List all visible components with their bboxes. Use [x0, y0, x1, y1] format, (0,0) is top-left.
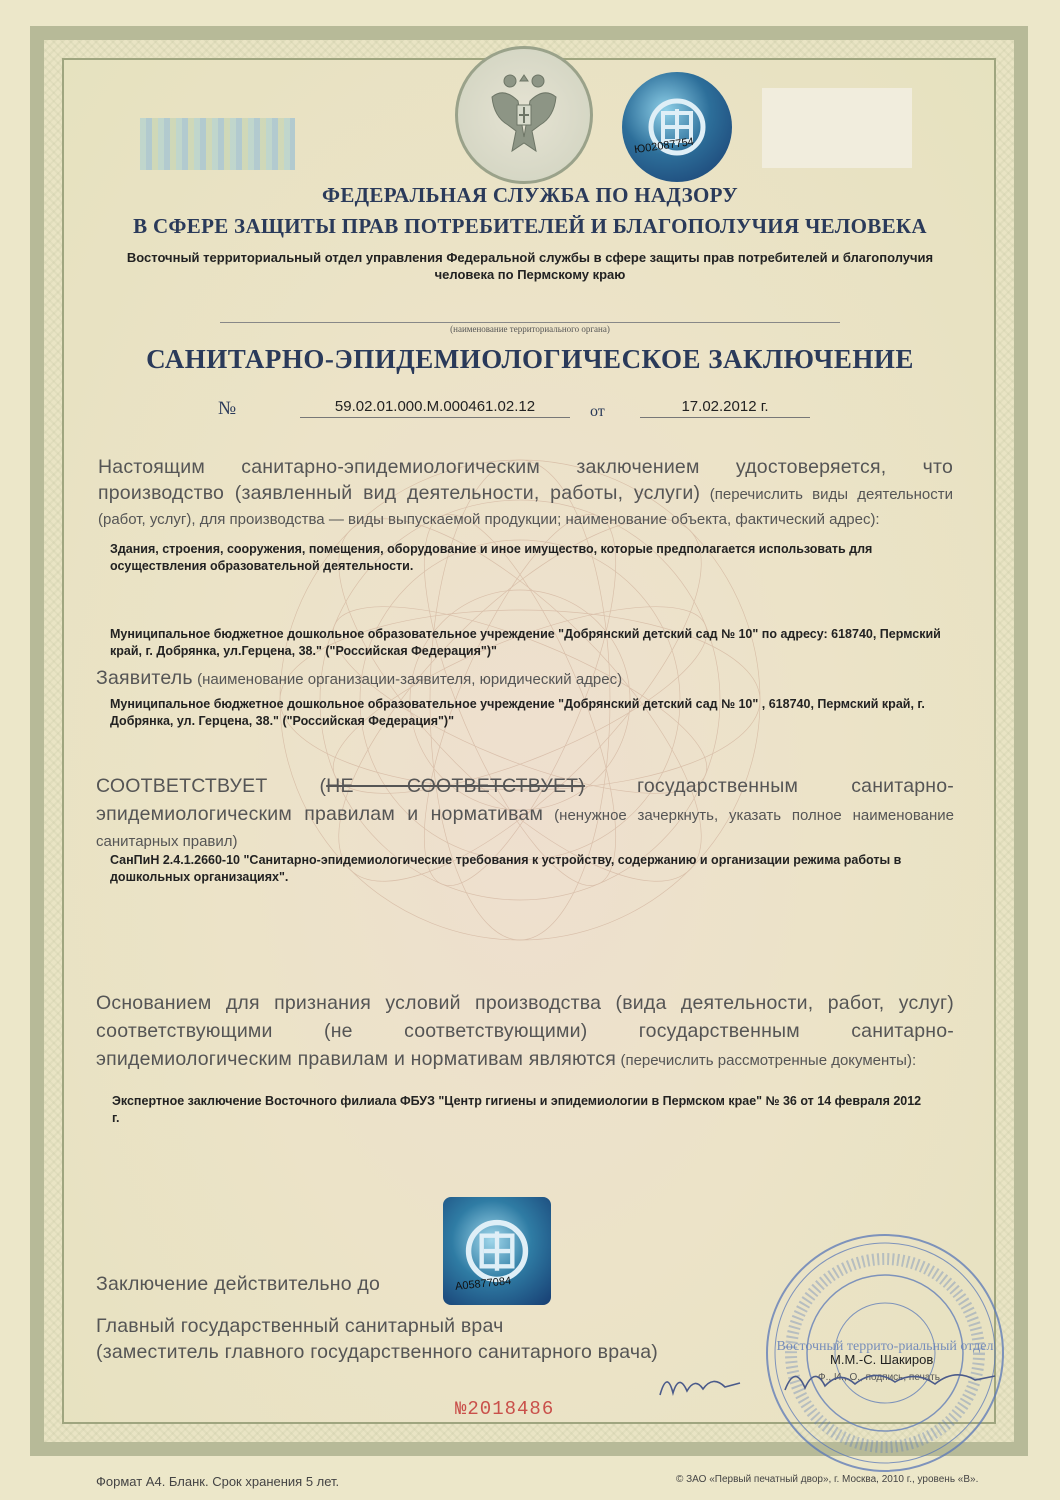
- signature-caption: Ф., И., О., подпись, печать: [818, 1372, 940, 1383]
- document-date: 17.02.2012 г.: [640, 398, 810, 418]
- open-paren: (: [319, 775, 327, 797]
- basis-hint: (перечислить рассмотренные документы):: [620, 1052, 917, 1069]
- service-title-line2: В СФЕРЕ ЗАЩИТЫ ПРАВ ПОТРЕБИТЕЛЕЙ И БЛАГОПОЛУЧИЯ ЧЕЛОВЕКА: [133, 214, 927, 238]
- applicant-label: Заявитель: [96, 667, 193, 689]
- compliance-paragraph: [96, 773, 954, 855]
- hologram-serial-bottom: А05877084: [454, 1275, 512, 1293]
- service-title-line1: ФЕДЕРАЛЬНАЯ СЛУЖБА ПО НАДЗОРУ: [322, 183, 738, 207]
- document-title: САНИТАРНО-ЭПИДЕМИОЛОГИЧЕСКОЕ ЗАКЛЮЧЕНИЕ: [146, 344, 914, 374]
- hologram-seal-top: [622, 72, 732, 182]
- chief-doctor-line2: (заместитель главного государственного санитарного врача): [96, 1341, 658, 1363]
- hologram-serial-top: Ю02087754: [633, 135, 695, 157]
- blank-patch: [762, 88, 912, 168]
- document-number: 59.02.01.000.М.000461.02.12: [300, 398, 570, 418]
- certify-hint: (перечислить виды деятельности (работ, услуг), для производства — виды выпускаемой продукции; наименование объекта, фактический адрес):: [98, 486, 953, 528]
- applicant-heading: [96, 667, 622, 690]
- territorial-department: [100, 249, 960, 283]
- date-from-label: от: [590, 403, 605, 420]
- compliance-hint: (ненужное зачеркнуть, указать полное наименование санитарных правил): [96, 807, 954, 850]
- activity-fill: Здания, строения, сооружения, помещения, оборудование и иное имущество, которые предполагается использовать для осуществления образовательной деятельности.: [110, 542, 873, 573]
- certify-paragraph: [98, 455, 953, 532]
- number-sign: №: [218, 398, 237, 419]
- chief-doctor-line1: Главный государственный санитарный врач: [96, 1315, 504, 1337]
- double-headed-eagle-icon: [484, 67, 564, 163]
- validity-label: Заключение действительно до: [96, 1273, 381, 1295]
- basis-lead: Основанием для признания условий производства (вида деятельности, работ, услуг) соответствующими (не соответствующими) государственным санитарно-эпидемиологическим правилам и нормативам являются: [96, 992, 954, 1070]
- applicant-fill: Муниципальное бюджетное дошкольное образовательное учреждение "Добрянский детский сад № 10" , 618740, Пермский край, г. Добрянка, ул. Герцена, 38." ("Российская Федерация")": [110, 697, 925, 728]
- hologram-strip: [140, 118, 295, 170]
- object-address-fill: Муниципальное бюджетное дошкольное образовательное учреждение "Добрянский детский сад № 10" по адресу: 618740, Пермский край, г. Добрянка, ул.Герцена, 38." ("Российская Федерация")": [110, 627, 941, 658]
- chief-doctor-label: [96, 1313, 658, 1365]
- footer-format-note: Формат А4. Бланк. Срок хранения 5 лет.: [96, 1474, 340, 1489]
- organ-caption: (наименование территориального органа): [220, 322, 840, 334]
- department-line2: человека по Пермскому краю: [434, 267, 626, 282]
- applicant-hint: (наименование организации-заявителя, юридический адрес): [197, 671, 623, 688]
- handwritten-signature-1: [655, 1365, 745, 1405]
- footer-printer-note: © ЗАО «Первый печатный двор», г. Москва, 2010 г., уровень «В».: [676, 1474, 979, 1485]
- sanitary-rules-fill: СанПиН 2.4.1.2660-10 "Санитарно-эпидемиологические требования к устройству, содержанию и организации режима работы в дошкольных организациях".: [110, 853, 902, 884]
- certify-lead: Настоящим санитарно-эпидемиологическим заключением удостоверяется, что производство (заявленный вид деятельности, работы, услуги): [98, 456, 953, 504]
- stamp-text: Восточный террито-риальный отдел: [776, 1339, 994, 1354]
- signer-name: М.М.-С. Шакиров: [830, 1352, 934, 1367]
- complies-word: СООТВЕТСТВУЕТ: [96, 775, 268, 797]
- basis-paragraph: [96, 990, 954, 1074]
- blank-serial-number: №2018486: [455, 1398, 555, 1420]
- not-complies-struck: НЕ СООТВЕТСТВУЕТ): [326, 775, 585, 797]
- department-line1: Восточный территориальный отдел управления Федеральной службы в сфере защиты прав потребителей и благополучия: [126, 250, 934, 265]
- compliance-rest: государственным санитарно-эпидемиологическим правилам и нормативам: [96, 775, 954, 825]
- handwritten-signature-2: [780, 1360, 1000, 1400]
- emblem-medallion: [455, 46, 593, 184]
- basis-fill: Экспертное заключение Восточного филиала ФБУЗ "Центр гигиены и эпидемиологии в Пермском крае" № 36 от 14 февраля 2012 г.: [112, 1094, 922, 1125]
